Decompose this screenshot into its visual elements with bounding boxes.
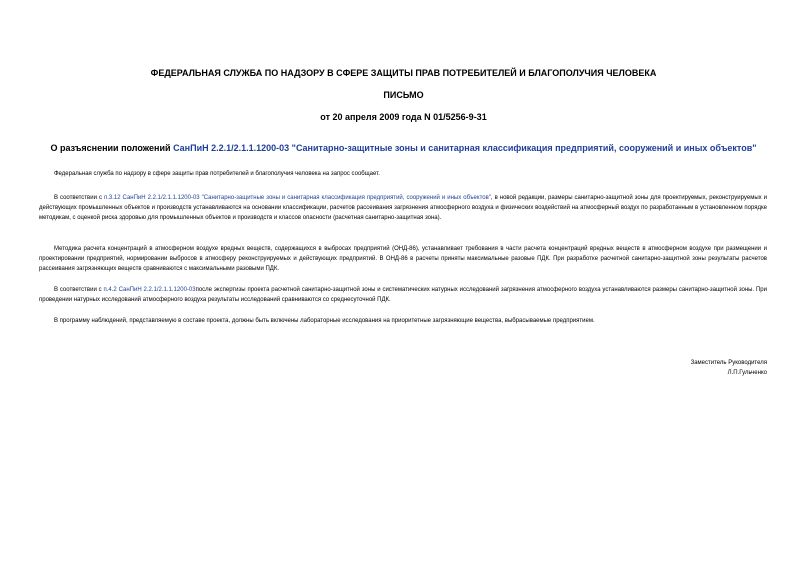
paragraph-1-text: Федеральная служба по надзору в сфере защиты прав потребителей и благополучия человека на запрос сообщает. — [54, 171, 380, 177]
signatory-position: Заместитель Руководителя — [690, 360, 767, 366]
signatory-name: Л.П.Гульченко — [727, 370, 767, 376]
sanpin-p4-2-link[interactable]: п.4.2 СанПиН 2.2.1/2.1.1.1200-03 — [103, 287, 196, 293]
paragraph-1 — [39, 169, 767, 179]
paragraph-4-suffix: после экспертизы проекта расчетной санитарно-защитной зоны и систематических натурных исследований загрязнения атмосферного воздуха устанавливаются размеры санитарно-защитной зоны. При проведении натурных исследований атмосферного воздуха результаты исследований сравниваются со среднесуточной ПДК. — [39, 287, 767, 303]
paragraph-2-suffix: , в новой редакции, размеры санитарно-защитной зоны для проектируемых, реконструируемых и действующих промышленных объектов и производств устанавливаются на основании классификации, расчетов рассеивания загрязнения атмосферного воздуха и физических воздействий на атмосферный воздух по разработанным в установленном порядке методикам, с оценкой риска здоровью для промышленных объектов и производств и классов опасности (расчетная санитарно-защитная зона). — [39, 195, 767, 221]
paragraph-4-prefix: В соответствии с — [54, 287, 104, 293]
paragraph-2 — [39, 193, 767, 223]
sanpin-p3-12-link[interactable]: п.3.12 СанПиН 2.2.1/2.1.1.1200-03 "Санитарно-защитные зоны и санитарная классификация предприятий, сооружений и иных объектов" — [103, 195, 491, 201]
paragraph-5 — [39, 316, 767, 326]
document-type: ПИСЬМО — [383, 90, 424, 100]
paragraph-4-text — [39, 285, 767, 305]
subject-sanpin-link[interactable]: СанПиН 2.2.1/2.1.1.1200-03 "Санитарно-защитные зоны и санитарная классификация предприятий, сооружений и иных объектов" — [173, 143, 757, 153]
paragraph-4 — [39, 285, 767, 305]
subject-prefix: О разъяснении положений — [50, 143, 174, 153]
paragraph-2-text — [39, 193, 767, 223]
paragraph-2-prefix: В соответствии с — [54, 195, 104, 201]
document-subject — [0, 143, 807, 154]
paragraph-3-text: Методика расчета концентраций в атмосферном воздухе вредных веществ, содержащихся в выбросах предприятий (ОНД-86), устанавливает требования в части расчета концентраций вредных веществ в атмосферном воздухе при размещении и проектировании предприятий, нормировании выбросов в атмосферу реконструируемых и действующих предприятий. В ОНД-86 в расчеты приняты максимальные разовые ПДК. При разработке расчетной санитарно-защитной зоны результаты расчетов рассеивания загрязняющих веществ сравниваются с максимальными разовыми ПДК. — [39, 246, 767, 272]
document-date-number: от 20 апреля 2009 года N 01/5256-9-31 — [320, 112, 487, 122]
paragraph-5-text: В программу наблюдений, представляемую в составе проекта, должны быть включены лабораторные исследования на приоритетные загрязняющие вещества, выбрасываемые предприятием. — [54, 318, 595, 324]
paragraph-3 — [39, 244, 767, 274]
agency-title: ФЕДЕРАЛЬНАЯ СЛУЖБА ПО НАДЗОРУ В СФЕРЕ ЗАЩИТЫ ПРАВ ПОТРЕБИТЕЛЕЙ И БЛАГОПОЛУЧИЯ ЧЕЛОВЕКА — [150, 68, 657, 78]
